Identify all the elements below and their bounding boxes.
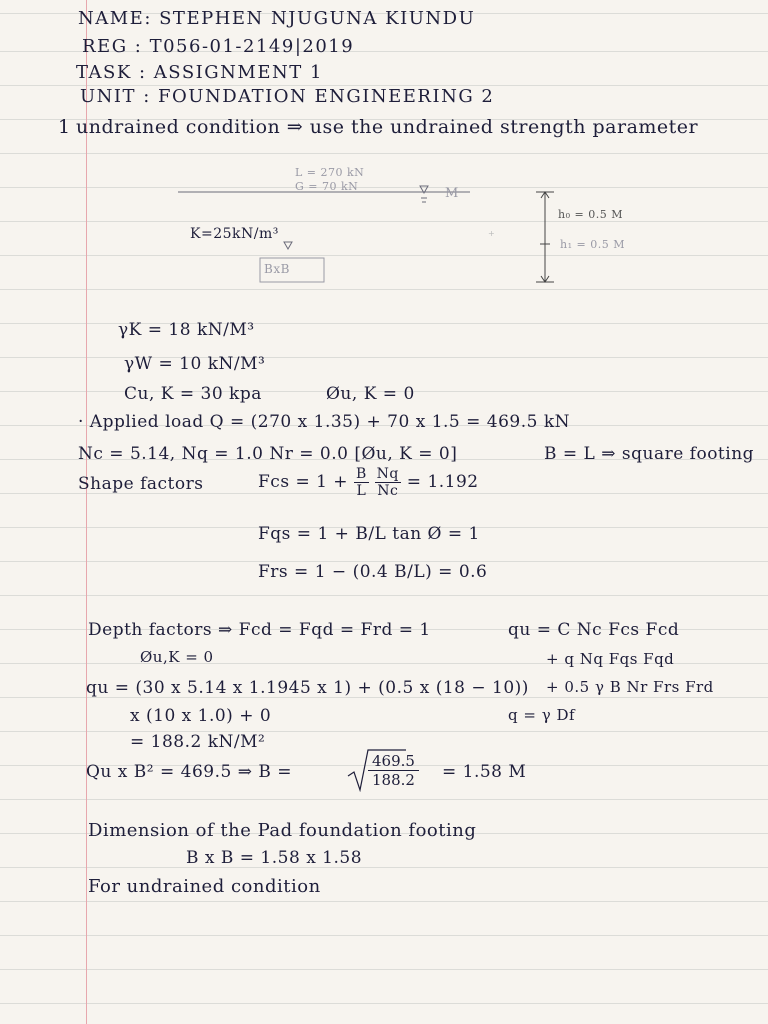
water-table-label: M xyxy=(445,186,459,201)
square-footing-note: B = L ⇒ square footing xyxy=(544,444,755,464)
fqs-equation: Fqs = 1 + B/L tan Ø = 1 xyxy=(258,524,480,544)
section-number: 1 xyxy=(58,116,71,138)
width-equation: Qu x B² = 469.5 ⇒ B = xyxy=(86,762,292,782)
friction-angle-note: Øu,K = 0 xyxy=(140,648,214,666)
depth-factors: Depth factors ⇒ Fcd = Fqd = Frd = 1 xyxy=(88,620,431,640)
capacity-result: = 188.2 kN/M² xyxy=(130,732,266,752)
unit-weight-soil: γK = 18 kN/M³ xyxy=(118,320,255,340)
load-permanent-label: L = 270 kN xyxy=(295,166,365,179)
capacity-calculation-line-2: x (10 x 1.0) + 0 xyxy=(130,706,272,726)
unit-weight-label: K=25kN/m³ xyxy=(190,226,279,242)
student-name: NAME: STEPHEN NJUGUNA KIUNDU xyxy=(78,8,476,29)
overburden-formula: q = γ Df xyxy=(508,706,576,724)
bearing-formula-line-1: qu = C Nc Fcs Fcd xyxy=(508,620,680,640)
applied-load: · Applied load Q = (270 x 1.35) + 70 x 1.5 = 469.5 kN xyxy=(78,412,571,432)
depth-h1-label: h₁ = 0.5 M xyxy=(560,238,625,251)
bearing-formula-line-2: + q Nq Fqs Fqd xyxy=(546,650,675,668)
task-title: TASK : ASSIGNMENT 1 xyxy=(76,62,323,83)
load-variable-label: G = 70 kN xyxy=(295,180,359,193)
shape-factors-label: Shape factors xyxy=(78,474,204,494)
fcs-equation: Fcs = 1 + $\frac{B}{L}$ $\frac{Nq}{Nc}$ = 1.192 xyxy=(258,466,479,500)
friction-angle: Øu, K = 0 xyxy=(326,384,415,404)
dimension-result: B x B = 1.58 x 1.58 xyxy=(186,848,363,868)
unit-weight-water: γW = 10 kN/M³ xyxy=(124,354,266,374)
dimension-heading: Dimension of the Pad foundation footing xyxy=(88,820,477,841)
width-result: = 1.58 M xyxy=(442,762,527,782)
svg-text:+: + xyxy=(488,229,495,238)
registration-number: REG : T056-01-2149|2019 xyxy=(82,36,355,57)
footing-label: BxB xyxy=(264,262,290,276)
bearing-capacity-factors: Nc = 5.14, Nq = 1.0 Nr = 0.0 [Øu, K = 0] xyxy=(78,444,458,464)
unit-title: UNIT : FOUNDATION ENGINEERING 2 xyxy=(80,86,495,107)
footing-diagram xyxy=(170,160,570,290)
load-arrow-icon xyxy=(284,242,292,249)
margin-line xyxy=(86,0,87,1024)
capacity-calculation-line-1: qu = (30 x 5.14 x 1.1945 x 1) + (0.5 x (18 − 10)) xyxy=(86,678,529,698)
section-heading: undrained condition ⇒ use the undrained strength parameter xyxy=(76,116,699,138)
undrained-cohesion: Cu, K = 30 kpa xyxy=(124,384,262,404)
condition-note: For undrained condition xyxy=(88,876,321,897)
depth-h0-label: h₀ = 0.5 M xyxy=(558,208,623,221)
root-fraction: $\frac{469.5}{188.2}$ xyxy=(368,752,419,789)
frs-equation: Frs = 1 − (0.4 B/L) = 0.6 xyxy=(258,562,488,582)
bearing-formula-line-3: + 0.5 γ B Nr Frs Frd xyxy=(546,678,714,696)
